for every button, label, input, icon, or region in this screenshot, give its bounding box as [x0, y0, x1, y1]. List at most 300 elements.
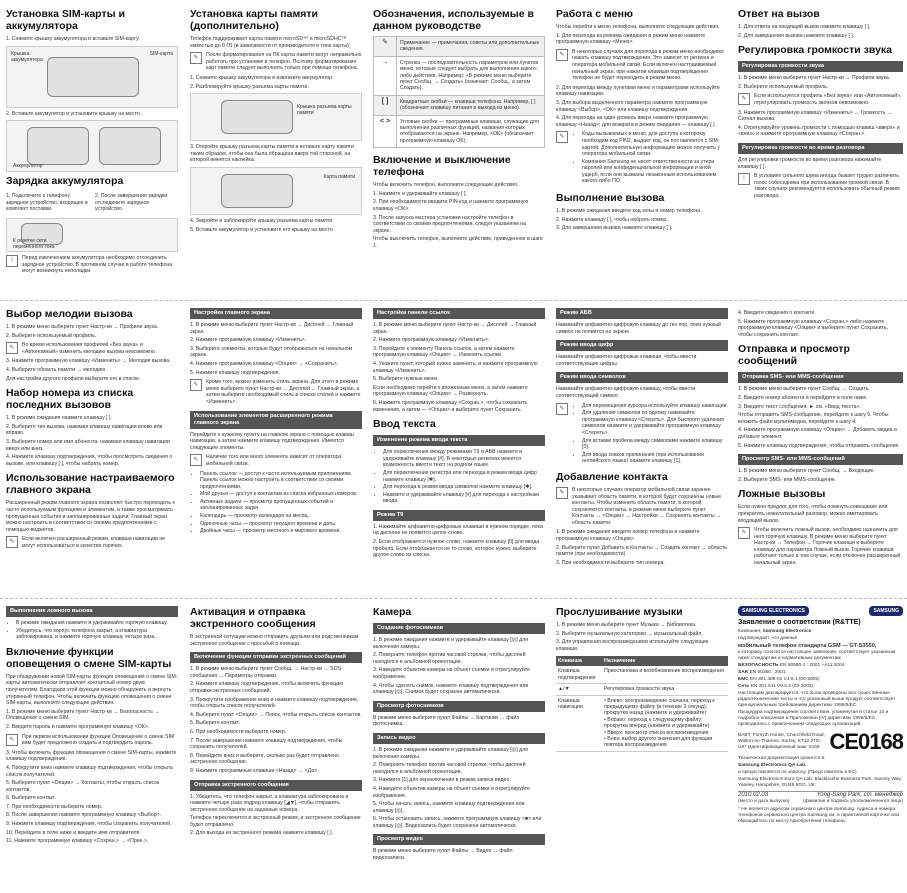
ringtone-column	[6, 308, 178, 598]
table-row	[556, 666, 728, 683]
menu-step-4: 4. Для перехода на один уровень вверх нажмите программную клавишу <Назад>; для возврата в режим ожидания — клавишу [ ].	[556, 115, 717, 128]
table-row	[556, 695, 728, 751]
input-bullet: • Для удаления символов по одному нажимайте программную клавишу <Стереть>. Для быстрого удаления символов нажмите и удерживайте программную клавишу <Стереть>.	[582, 410, 728, 436]
label-socket: К розетке сети переменного тока	[13, 237, 55, 250]
abc-subheading: Режим АБВ	[556, 308, 728, 319]
volume-step-3: 3. Нажмите программную клавишу <Изменить> → Громкость → Сигнал вызова.	[738, 109, 893, 123]
sos-send-subheading: Отправка экстренного сообщения	[190, 780, 362, 791]
representative-address: Samsung Electronics Euro QA Lab. Blackbushe Business Park, Saxony Way, Yateley, Hampshire, GU46 6GG, UK	[738, 777, 902, 788]
label-cover: Крышка аккумулятора	[11, 50, 43, 63]
photo-step-4: 4. Чтобы сделать снимок, нажмите клавишу подтверждения или клавишу [◎]. Снимок будет сохранен автоматически.	[373, 682, 529, 696]
symbols-column	[373, 8, 545, 300]
answer-heading: Ответ на вызов	[738, 8, 820, 20]
music-keys-table	[556, 656, 728, 751]
photo-step-3: 3. Наведите объектив камеры на объект съемки и отрегулируйте изображение.	[373, 667, 530, 680]
charge-step-1: 1. Подключите к телефону зарядное устройство, входящее в комплект поставки.	[6, 193, 88, 213]
send-step-1: 1. В режиме меню выберите пункт Сообщ. → Создать.	[738, 386, 870, 393]
home-note	[6, 536, 178, 549]
sim-alert-text: При обнаружении новой SIM-карты функция оповещения о смене SIM-карты автоматически отправляет контактный номер двум получателям. Благодаря этой функции можно обнаружить и вернуть утерянный телефон. Чтобы включить функцию оповещения о смене SIM-карты, выполните следующие действия.	[6, 673, 178, 707]
home-item: • Активные задачи — просмотр пропущенных событий и запланированных задач.	[200, 499, 362, 512]
menu-bullet: • Компания Samsung не несет ответственности за утери паролей или конфиденциальной информации и иной ущерб, если они вызваны незаконным использованием какого-либо ПО.	[582, 159, 728, 185]
video-step-1: 1. В режиме ожидания нажмите и удерживайте клавишу [◎] для включения камеры.	[373, 746, 528, 760]
fake-calls-text: Если нужно предлог для того, чтобы покинуть совещание или прекратить нежелательный разговор, можно имитировать входящий вызов.	[738, 504, 888, 524]
note-icon: ✎	[556, 403, 568, 415]
shortcuts-subheading: Настройка панели ссылок	[373, 308, 545, 319]
input-bullet: • Для перемещения курсора используйте клавишу навигации.	[582, 403, 728, 410]
procedure-text: Процедура подтверждения соответствия, упомянутая в статье 10 и подробно описанная в Приложении [IV] директивы 1999/5/EC, проводилась с привлечением следующих организаций:	[738, 710, 889, 727]
issue-date: 2010.02.03	[738, 792, 769, 798]
send-step-3b: Чтобы отправить SMS-сообщение, перейдите к шагу 5. Чтобы вложить файл мультимедиа, перейдите к шагу 4.	[738, 412, 889, 425]
sos-step-4: 4. Выберите пункт <Опции> → Поиск, чтобы открыть список контактов.	[190, 711, 362, 718]
contact-step-2: 2. Выберите пункт Добавить в Контакты → Создать контакт → область памяти (при необходимости).	[556, 544, 728, 558]
sim-alert-step-3: 3. Чтобы включить функцию оповещения о смене SIM-карты, нажмите клавишу подтверждения.	[6, 749, 177, 763]
send-step-5: 5. Нажмите клавишу подтверждения, чтобы отправить сообщение.	[738, 442, 900, 449]
send-step-2: 2. Введите номер абонента и перейдите в поле ниже.	[738, 394, 868, 401]
video-step-6: 6. Чтобы остановить запись, нажмите программную клавишу <■> или клавишу [◎]. Видеозапись будет сохранена автоматически.	[373, 816, 542, 829]
symbols-mode-text: Нажимайте алфавитно-цифровую клавишу, чтобы ввести соответствующий символ.	[556, 386, 696, 399]
fake-call-item: • Убедитесь, что корпус телефона закрыт, а клавиатура заблокирована, и нажмите горячую клавишу четыре раза.	[16, 628, 178, 641]
battery-note	[6, 255, 178, 275]
symbol-row	[374, 37, 545, 57]
note-icon: ✎	[6, 536, 18, 548]
table-header	[556, 656, 728, 666]
menu-step-3: 3. Для выбора выделенного параметра нажмите программную клавишу <Выбор>, <ОК> или клавишу подтверждения.	[556, 99, 708, 113]
warning-icon: !	[6, 255, 18, 267]
standards-intro: к которому относится настоящее заявление, соответствует указанным ниже стандартам и нормативным документам.	[738, 650, 896, 661]
input-contact-column	[556, 308, 728, 598]
menu-column	[556, 8, 728, 300]
home-screen-text: Расширенный режим главного экрана позволяет быстро переходить к часто используемым функциям и элементам, а также просматривать пропущенные события и запланированные задачи. Главный экран можно настроить в соответствии со своими предпочтениями с помощью виджетов.	[6, 500, 175, 533]
music-heading: Прослушивание музыки	[556, 606, 683, 618]
ringtone-step-1: 1. В режиме меню выберите пункт Настр-ки → Профили звука.	[6, 324, 159, 330]
recent-step-1: 1. В режиме ожидания нажмите клавишу [ ].	[6, 415, 112, 422]
card-step-2: 2. Разблокируйте крышку разъема карты памяти.	[190, 83, 309, 90]
photo-step-2: 2. Поверните телефон против часовой стрелки, чтобы дисплей находился в альбомной ориентации.	[373, 652, 526, 665]
send-step-4: 4. Нажмите программную клавишу <Опции> → Добавить медиа и добавьте элемент.	[738, 427, 897, 440]
symbols-heading: Обозначения, используемые в данном руководстве	[373, 8, 534, 32]
contact-step-5: 5. Нажмите программную клавишу <Сохран.> либо нажмите программную клавишу <Опции> и выберите пункт Сохранить, чтобы сохранить контакт.	[738, 318, 889, 338]
input-bullets	[572, 403, 728, 466]
charging-steps	[6, 191, 178, 215]
menu-step-1: 1. Для перехода из режима ожидания в режим меню нажмите программную клавишу <Меню>.	[556, 32, 706, 46]
note-icon: ✎	[190, 52, 202, 64]
camera-heading: Камера	[373, 606, 412, 618]
charger-illustration	[6, 218, 178, 252]
music-step-3: 3. Для управления воспроизведением используйте следующие клавиши.	[556, 639, 709, 652]
answer-volume-column	[738, 8, 903, 300]
sim-alert-step-1: 1. В режиме меню выберите пункт Настр-ки → Безопасность → Оповещение о смене SIM.	[6, 708, 160, 722]
digits-text: Нажимайте алфавитно-цифровые клавиши, чтобы ввести соответствующие цифры.	[556, 354, 697, 367]
label-card: Карта памяти	[323, 173, 355, 180]
sim-step-1: 1. Снимите крышку аккумулятора и вставьте SIM-карту.	[6, 36, 140, 42]
shortcuts-step-6: 6. Нажмите программную клавишу <Сохран.>, чтобы сохранить изменения, а затем — <Опции> и выберите пункт Сохранить.	[373, 399, 528, 413]
home-note-text: Если включен расширенный режим, клавиши навигации не могут использоваться в качестве горячих.	[22, 536, 166, 549]
recent-step-2: 2. Выберите тип вызова, нажимая клавишу навигации влево или вправо.	[6, 423, 163, 437]
memory-card-intro: Телефон поддерживает карты памяти microSD™ и microSDHC™ емкостью до 8 ГБ (в зависимости от производителя и типа карты).	[190, 36, 351, 49]
signature-labels	[738, 798, 903, 806]
home-setup-step-1: 1. В режиме меню выберите пункт Настр-ки → Дисплей → Главный экран.	[190, 322, 354, 335]
home-items-subheading: Использование элементов расширенного режима главного экрана	[190, 411, 362, 429]
sos-send-step-1: 1. Убедитесь, что телефон закрыт, а клавиатура заблокирована и нажмите четыре раза подряд клавишу [◢▼], чтобы отправить экстренное сообщение на заданные номера.	[190, 793, 349, 813]
standard-key: БЕЗОПАСНОСТЬ	[738, 663, 779, 668]
sim-step-2: 2. Вставьте аккумулятор и установите крышку на место.	[6, 110, 142, 117]
volume-note	[738, 93, 903, 106]
sos-send-step-2: 2. Для выхода из экстренного режима нажмите клавишу [ ].	[190, 830, 334, 837]
label-battery: Аккумулятор	[13, 163, 43, 170]
video-step-4: 4. Наведите объектив камеры на объект съемки и отрегулируйте изображение.	[373, 785, 530, 799]
standard-key: Сеть	[738, 684, 750, 689]
symbol-mark: →	[374, 56, 397, 95]
standard-key: EMC	[738, 677, 749, 682]
menu-heading: Работа с меню	[556, 8, 633, 20]
input-bullet: • Для вставки пробела между символами нажмите клавишу [0].	[582, 438, 728, 451]
ringtone-step-4: 4. Выберите область памяти → мелодию.	[6, 366, 107, 373]
notified-body-address: BABT, Forsyth House, Churchfield Road, Walton-on-Thames, Surrey, KT12 2TD, UK* Идентификационный знак: 0168	[738, 733, 825, 750]
view-photo-text: В режиме меню выберите пункт Файлы → Картинки → файл фотоснимка.	[373, 714, 520, 728]
sim-alert-step-2: 2. Введите пароль и нажмите программную клавишу <ОК>.	[6, 723, 150, 730]
sos-enable-subheading: Включение функции отправки экстренных сообщений	[190, 652, 362, 663]
camera-column	[373, 606, 545, 893]
samsung-electronics-logo: SAMSUNG ELECTRONICS	[738, 606, 809, 616]
ringtone-note-text: Во время использования профилей «Без звука» и «Автономный» изменить мелодию вызова невозможно.	[22, 342, 157, 355]
symbols-mode-subheading: Режим ввода символов	[556, 372, 728, 383]
add-contact-heading: Добавление контакта	[556, 470, 668, 483]
sim-alert-step-4: 4. Прокрутите вниз нажмите клавишу подтверждения, чтобы открыть список получателей.	[6, 764, 174, 778]
standard-row	[738, 670, 903, 676]
home-item: • Одиночные часы — просмотр текущего времени и даты.	[200, 521, 362, 528]
phone-battery-image-1	[27, 127, 89, 165]
memory-card-column	[190, 8, 362, 300]
speaker-note-text: В условиях сильного шума иногда бывает трудно различить голос собеседника при использовании громкой связи. В таких случаях рекомендуется использовать обычный режим разговора.	[754, 173, 900, 199]
qa-lab: Samsung Electronics QA Lab.	[738, 763, 807, 768]
sos-step-5: 5. Выберите контакт.	[190, 720, 241, 727]
notified-body	[738, 729, 903, 755]
note-icon: ✎	[190, 379, 202, 391]
charging-heading: Зарядка аккумулятора	[6, 175, 124, 188]
company-label: Компания,	[738, 629, 762, 634]
function-cell: • Влево: воспроизведение сначала; переход к предыдущему файлу (в течение 3 секунд); прокрутка назад (нажмите и удерживайте) • Вправо: переход к следующему файлу; прокрутка вперед (нажмите и удерживайте) • Вверх: просмотр списка воспроизведения • Вниз: выбор другого значения для функции повтора воспроизведения	[602, 695, 728, 751]
standard-row	[738, 663, 903, 669]
signer-name: Yong-Sang Park, ст. менеджер	[816, 792, 903, 798]
sim-alert-column	[6, 606, 178, 893]
menu-note	[556, 49, 728, 82]
view-photo-subheading: Просмотр фотоснимков	[373, 701, 545, 712]
recent-step-4: 4. Нажмите клавишу подтверждения, чтобы просмотреть сведения о вызове, или клавишу [ ], чтобы набрать номер.	[6, 454, 173, 467]
card-step-4: 4. Закройте и заблокируйте крышку разъема карты памяти.	[190, 217, 334, 224]
volume-step-4: 4. Отрегулируйте уровень громкости с помощью клавиш «вверх» и «вниз» и нажмите программную клавишу <Сохран.>.	[738, 124, 900, 138]
symbol-mark: [ ]	[374, 95, 397, 115]
fake-calls-heading: Ложные вызовы	[738, 488, 826, 501]
home-settings-column	[190, 308, 362, 598]
symbol-row	[374, 56, 545, 95]
home-items-text: Перейдите к нужному пункту на главном экране с помощью клавиш навигации, а затем нажмите клавишу подтверждения. Имеются следующие элементы.	[190, 431, 354, 451]
view-step-2: 2. Выберите SMS- или MMS-сообщение.	[738, 476, 837, 483]
menu-bullet: • Коды вызываемых в меню, для доступа к которому необходим код PIN2, выдает код, он поставляется с SIM-картой. Дополнительную информацию можно получить у оператора мобильной связи.	[582, 131, 728, 157]
memory-card-heading: Установка карты памяти (дополнительно)	[190, 8, 318, 32]
symbols-table	[373, 36, 545, 148]
power-step-3: 3. После запуска мастера установки настройте телефон в соответствии со своими предпочтениями, следуя указаниям на экране.	[373, 214, 526, 234]
ringtone-heading: Выбор мелодии вызова	[6, 308, 133, 320]
label-card-cover: Крышка разъема карты памяти	[297, 104, 352, 117]
text-input-heading: Ввод текста	[373, 418, 436, 431]
volume-step-1: 1. В режиме меню выберите пункт Настр-ки → Профили звука.	[738, 75, 891, 82]
abc-text: Нажимайте алфавитно-цифровую клавишу до тех пор, пока нужный символ не появится на экране.	[556, 322, 721, 335]
declaration-heading: Заявление о соответствии (R&TTE)	[738, 619, 861, 626]
ringtone-note	[6, 342, 178, 355]
note-icon: ✎	[6, 734, 18, 746]
shortcuts-step-1: 1. В режиме меню выберите пункт Настр-ки → Дисплей → Главный экран.	[373, 322, 537, 335]
representative-text: и предоставляется по запросу. (Представитель в ЕС)	[738, 770, 857, 775]
call-step-1: 1. В режиме ожидания введите код зоны и номер телефона.	[556, 208, 702, 215]
input-mode-item: • Для перехода в режим ввода символов нажмите клавишу [✱].	[383, 484, 545, 491]
warning-icon: !	[738, 173, 750, 185]
sim-alert-step-7: 7. При необходимости выберите номер.	[6, 803, 103, 810]
shortcuts-step-4: 4. Укажите пункт, который нужно заменить, и нажмите программную клавишу <Изменить>.	[373, 360, 538, 374]
photo-subheading: Создание фотоснимков	[373, 623, 545, 634]
input-note	[556, 403, 728, 466]
power-heading: Включение и выключение телефона	[373, 154, 511, 179]
header-function: Назначение	[602, 656, 728, 666]
call-step-3: 3. Для завершения вызова нажмите клавишу [ ].	[556, 225, 673, 232]
menu-bullets	[572, 131, 728, 186]
power-intro: Чтобы включить телефон, выполните следующие действия.	[373, 182, 519, 189]
home-style-note	[190, 379, 362, 405]
view-step-1: 1. В режиме меню выберите пункт Сообщ. → Входящие.	[738, 468, 875, 475]
sos-heading: Активация и отправка экстренного сообщения	[190, 606, 316, 630]
messages-heading: Отправка и просмотр сообщений	[738, 343, 850, 368]
card-slot-image	[221, 100, 293, 134]
sim-alert-step-6: 6. Выберите контакт.	[6, 795, 57, 802]
fake-calls-note	[738, 527, 903, 567]
symbol-desc: Квадратные скобки — клавиши телефона. Например, [ ] (обозначает клавишу питания и выхода из меню).	[397, 95, 545, 115]
sos-intro: В экстренной ситуации можно отправить друзьям или родственникам экстренное сообщение с просьбой о помощи.	[190, 634, 359, 647]
home-items-list	[190, 471, 362, 535]
sim-alert-step-11: 11. Нажмите программную клавишу <Сохран.> → <Прин.>.	[6, 838, 149, 845]
sim-alert-note-text: При первом использовании функции Оповещение о смене SIM вам будет предложено создать и подтвердить пароль.	[22, 733, 175, 747]
input-mode-item: • Для переключения между режимами T9 и АБВ нажмите и удерживайте клавишу [#]. В некоторых регионах имеется возможность ввести текст на родном языке.	[383, 449, 545, 469]
input-mode-item: • Нажмите и удерживайте клавишу [#] для перехода к настройкам ввода.	[383, 492, 545, 505]
card-step-5: 5. Вставьте аккумулятор и установите его крышку на место.	[190, 226, 335, 233]
row-1	[0, 0, 907, 300]
phone-battery-image-2	[99, 127, 161, 165]
contact-step-1: 1. В режиме ожидания введите номер телефона и нажмите программную клавишу <Опции>.	[556, 529, 700, 543]
sim-alert-step-8: 8. После завершения нажмите программную клавишу <Выбор>.	[6, 812, 162, 819]
contact-step-3: 3. При необходимости выберите тип номера.	[556, 559, 665, 566]
format-note-text: После форматирования на ПК карты памяти могут неправильно работать при установке в телефон. Поэтому форматирование карт памяти следует выполнять только при помощи телефона.	[206, 52, 362, 72]
video-step-2: 2. Поверните телефон против часовой стрелки, чтобы дисплей находился в альбомной ориентации.	[373, 762, 526, 775]
home-setup-subheading: Настройка главного экрана	[190, 308, 362, 319]
declaration-text: Настоящим декларируется, что были проведены все существенные радиотехнические тесты и что указанный выше продукт соответствует принципиальным требованиям директивы 1999/5/EC.	[738, 691, 896, 708]
standard-row	[738, 677, 903, 683]
home-setup-step-2: 2. Нажмите программную клавишу <Изменить>.	[190, 337, 307, 344]
fake-call-subheading: Выполнение ложного вызова	[6, 606, 178, 617]
sim-alert-step-10: 10. Перейдите в поле ниже и введите имя отправителя.	[6, 829, 141, 836]
symbol-row	[374, 115, 545, 148]
volume-heading: Регулировка громкости звука	[738, 44, 892, 57]
video-step-3: 3. Нажмите [1] для переключения в режим записи видео.	[373, 777, 511, 784]
symbol-row	[374, 95, 545, 115]
home-items-note-text: Наличие того или иного элемента зависит от оператора мобильной связи.	[206, 454, 342, 467]
card-insert-image	[221, 174, 293, 208]
sim-battery-heading: Установка SIM-карты и аккумулятора	[6, 8, 125, 32]
fake-calls-note-text: Чтобы включить ложный вызов, необходимо назначить для него горячую клавишу. В режиме меню выберите пункт Настр-ки → Телефон → Горячие клавиши и выберите клавишу для параметра Ложный вызов. Горячие клавиши работают только в том случае, если отключен расширенный начальный экран.	[754, 527, 901, 567]
note-icon: ✎	[556, 487, 568, 499]
card-step-3: 3. Откройте крышку разъема карты памяти и вставьте карту памяти таким образом, чтобы она была обращена вверх той стороной, на которой имеется наклейка.	[190, 144, 354, 164]
ringtone-step-2: 2. Выберите используемый профиль.	[6, 332, 97, 339]
video-subheading: Запись видео	[373, 733, 545, 744]
music-step-1: 1. В режиме меню выберите пункт Музыка → Библиотека.	[556, 622, 697, 628]
place-date-label: (место и дата выпуска)	[738, 799, 790, 804]
sos-send-step-1b: Телефон переключится в экстренный режим, и экстренное сообщение будет отправлено.	[190, 815, 361, 828]
company-line	[738, 629, 903, 635]
logos	[738, 606, 903, 616]
home-item: • Календарь — просмотр календаря на месяц.	[200, 513, 362, 520]
sim-illustration	[6, 46, 178, 108]
phone-back-image	[47, 57, 139, 97]
symbol-desc: Стрелка — последовательность параметров или пунктов меню, которые следует выбрать для выполнения какого-либо действия. Например: «В режиме меню выберите пункт Сообщ. → Создать» (означает: Сообщ., а затем Создать).	[397, 56, 545, 95]
music-step-2: 2. Выберите музыкальную категорию → музыкальный файл.	[556, 630, 703, 637]
symbol-desc: Угловые скобки — программные клавиши, служащие для выполнения различных функций, названия которых отображаются на экране. Например, <ОК> (обозначает программную клавишу OK).	[397, 115, 545, 148]
note-icon: ✎	[556, 49, 568, 61]
sos-step-1: 1. В режиме меню выберите пункт Сообщ. → Настр-ки → SOS сообщения → Параметры отправки.	[190, 666, 342, 679]
contact-step-4: 4. Введите сведения о контакте.	[738, 310, 816, 316]
digits-subheading: Режим ввода цифр	[556, 340, 728, 351]
power-step-1: 1. Нажмите и удерживайте клавишу [ ].	[373, 190, 467, 197]
product-name: мобильный телефон стандарта GSM — GT-S3550,	[738, 643, 877, 649]
input-mode-subheading: Изменение режима ввода текста	[373, 435, 545, 446]
standard-value: EN 60950-1 : 2001 +A11:2004	[779, 663, 845, 668]
sos-step-8: 8. Перейдите вниз и выберите, сколько раз будет отправлено экстренное сообщение.	[190, 752, 339, 766]
call-volume-subheading: Регулировка громкости во время разговора	[738, 143, 903, 154]
format-note	[190, 52, 362, 72]
card-cover-illustration	[190, 93, 362, 141]
volume-subheading: Регулировка громкости звука	[738, 61, 903, 72]
contact-note	[556, 487, 728, 527]
volume-step-2: 2. Выберите используемый профиль.	[738, 83, 829, 90]
sos-step-2: 2. Нажмите клавишу подтверждения, чтобы включить функцию отправки экстренных сообщений.	[190, 681, 344, 694]
symbol-mark: < >	[374, 115, 397, 148]
speaker-note	[738, 173, 903, 199]
shortcuts-step-5: 5. Выберите нужные меню.	[373, 376, 439, 383]
power-off-text: Чтобы выключить телефон, выполните действие, приведенное в шаге 1.	[373, 236, 543, 250]
note-icon: ✎	[190, 454, 202, 466]
home-item: • Панель ссылок — доступ к часто используемым приложениям. Панель ссылок можно настроить в соответствии со своими предпочтениями.	[200, 471, 362, 491]
menu-intro: Чтобы перейти к меню телефона, выполните следующие действия.	[556, 24, 720, 30]
home-setup-step-3: 3. Выберите элементы, которые будут отображаться на начальном экране.	[190, 345, 353, 359]
call-volume-text: Для регулировки громкости во время разговора нажимайте клавишу [ ].	[738, 156, 882, 170]
input-mode-item: • Для переключения регистра или перехода в режим ввода цифр нажмите клавишу [✱].	[383, 470, 545, 483]
power-step-2: 2. При необходимости введите PIN-код и нажмите программную клавишу <ОК>.	[373, 199, 529, 213]
input-bullet: • Для ввода знаков препинания (при использовании английского языка) нажмите клавишу [1].	[582, 452, 728, 465]
footnote: * Не является адресом сервисного центра Samsung. Адреса и номера телефонов сервисного центра Samsung см. в гарантийной карточке или обращайтесь по месту приобретения телефона.	[738, 807, 900, 824]
send-sms-subheading: Отправка SMS- или MMS-сообщения	[738, 372, 903, 383]
symbol-desc: Примечание — примечания, советы или дополнительные сведения.	[397, 37, 545, 57]
send-step-3: 3. Введите текст сообщения. ► см. «Ввод текста».	[738, 403, 861, 410]
volume-note-text: Если используется профиль «Без звука» или «Автономный», отрегулировать громкость звонков невозможно.	[754, 93, 902, 106]
note-icon: ✎	[6, 342, 18, 354]
view-video-subheading: Просмотр видео	[373, 834, 545, 845]
sos-step-6: 6. При необходимости выберите номер.	[190, 728, 287, 735]
standard-key: SAR	[738, 670, 749, 675]
signature-line	[738, 791, 903, 798]
home-screen-heading: Использование настраиваемого главного экрана	[6, 472, 175, 497]
menu-step-2: 2. Для перехода между пунктами меню и параметрами используйте клавишу навигации.	[556, 84, 720, 98]
home-setup-step-5: 5. Нажмите клавишу подтверждения.	[190, 369, 280, 376]
samsung-logo: SAMSUNG	[869, 606, 903, 616]
standard-value: EN 301 489-01 V1.6.1 (09-2005)	[750, 677, 820, 682]
battery-note-text: Перед извлечением аккумулятора необходимо отсоединить зарядное устройство. В противном случае в работе телефона могут возникнуть неполадки.	[22, 254, 173, 275]
sim-alert-step-5: 5. Выберите пункт <Опции> → Контакты, чтобы открыть список контактов.	[6, 780, 160, 793]
standard-value: EN 301 511 V9.0.2 (03-2003)	[750, 684, 814, 689]
video-step-5: 5. Чтобы начать запись, нажмите клавишу подтверждения или клавишу [◎].	[373, 801, 525, 814]
recent-calls-heading: Набор номера из списка последних вызовов	[6, 387, 134, 412]
key-cell: Клавиша навигации	[556, 695, 602, 751]
messages-column	[738, 308, 903, 598]
header-key: Клавиша	[556, 656, 602, 666]
note-icon: ✎	[738, 527, 750, 539]
ringtone-step-3: 3. Нажмите программную клавишу <Изменить> → Мелодия вызова.	[6, 358, 171, 365]
sos-step-7: 7. После завершения нажмите клавишу подтверждения, чтобы сохранить получателей.	[190, 737, 343, 751]
ce-mark: CE0168	[829, 729, 903, 754]
signer-label: (фамилия и подпись уполномоченного лица)	[803, 799, 903, 804]
call-heading: Выполнение вызова	[556, 192, 665, 205]
sim-alert-note	[6, 734, 178, 747]
card-insert-illustration	[190, 167, 362, 215]
view-video-text: В режиме меню выберите пункт Файлы → Видео → файл видеозаписи.	[373, 848, 513, 862]
t9-subheading: Режим T9	[373, 510, 545, 521]
input-mode-list	[373, 449, 545, 505]
declares-text: подтверждает, что данный	[738, 636, 798, 641]
sos-step-9: 9. Нажмите программные клавиши <Назад> → <Да>.	[190, 767, 319, 774]
answer-step-2: 2. Для завершения вызова нажмите клавишу [ ].	[738, 32, 855, 39]
function-cell: Приостановка и возобновление воспроизведения	[602, 666, 728, 683]
standard-value: EN 50360 : 2001	[749, 670, 786, 675]
sim-alert-step-9: 9. Нажмите клавишу подтверждения, чтобы сохранить получателей.	[6, 821, 172, 828]
sos-step-3: 3. Прокрутите изображение вниз и нажмите клавишу подтверждения, чтобы открыть список получателей.	[190, 696, 359, 710]
row-2	[0, 300, 907, 598]
fake-call-list	[6, 620, 178, 641]
recent-step-3: 3. Выберите номер или имя абонента, нажимая клавишу навигации вверх или вниз.	[6, 438, 170, 452]
menu-note-2	[556, 131, 728, 186]
home-items-note	[190, 454, 362, 467]
key-cell: ▲/▼	[556, 684, 602, 695]
company-name: Samsung Electronics	[762, 629, 812, 634]
music-column	[556, 606, 728, 893]
t9-step-1: 1. Нажимайте алфавитно-цифровые клавиши в нужном порядке, пока на дисплее не появится целое слово.	[373, 523, 543, 537]
menu-note-text: В некоторых случаях для перехода в режим меню необходимо нажать клавишу подтверждения. Это зависит от региона и оператора мобильной связи. Если включен настраиваемый начальный экран, при нажатии клавиши подтверждения телефон не будет переходить в режим меню.	[572, 48, 724, 82]
declaration-column	[738, 606, 903, 893]
battery-illustration	[6, 120, 178, 172]
home-setup-step-4: 4. Нажмите программную клавишу <Опции> → <Сохранить>.	[190, 360, 339, 367]
home-style-note-text: Кроме того, можно изменить стиль экрана. Для этого в режиме меню выберите пункт Настр-ки → Дисплей → Главный экран, а затем выберите необходимый стиль в списке стилей и нажмите <Изменить>.	[206, 379, 361, 405]
note-symbol-icon: ✎	[374, 37, 397, 57]
row-3	[0, 598, 907, 893]
view-sms-subheading: Просмотр SMS- или MMS-сообщений	[738, 454, 903, 465]
shortcuts-text-column	[373, 308, 545, 598]
shortcuts-step-3: 3. Перейдите к элементу Панель ссылок, а затем нажмите программную клавишу <Опции> → Изменить ссылки.	[373, 345, 515, 359]
sim-battery-column	[6, 8, 178, 300]
tech-doc-text: Техническая документация хранится в:	[738, 756, 826, 761]
note-icon: ✎	[738, 93, 750, 105]
standards-list	[738, 663, 903, 690]
key-cell: Клавиша подтверждения	[556, 666, 602, 683]
sos-column	[190, 606, 362, 893]
note-icon: ✎	[556, 131, 568, 143]
photo-step-1: 1. В режиме ожидания нажмите и удерживайте клавишу [◎] для включения камеры.	[373, 637, 528, 650]
fake-call-item: • В режиме ожидания нажмите и удерживайте горячую клавишу.	[16, 620, 178, 627]
label-sim: SIM-карта	[149, 50, 173, 57]
shortcuts-step-2: 2. Нажмите программную клавишу <Изменить>.	[373, 337, 490, 344]
